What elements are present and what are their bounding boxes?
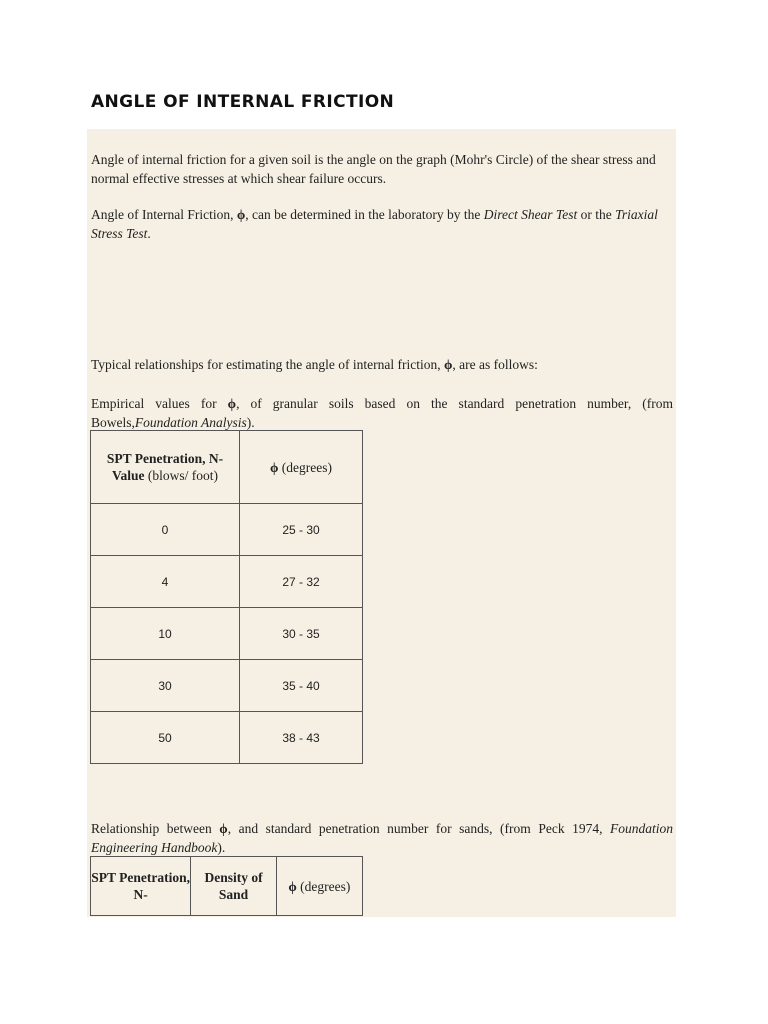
header-density-of-sand: [191, 857, 276, 916]
typical-text-a: Typical relationships for estimating the angle of internal friction,: [91, 357, 444, 372]
lab-tests-text-d: .: [147, 225, 151, 241]
table-row: [91, 504, 363, 556]
header-spt-penetration: [91, 857, 191, 916]
cell-n-value: 0: [91, 504, 240, 556]
table-row: [91, 608, 363, 660]
cell-phi-range: 25 - 30: [240, 504, 363, 556]
table-row: [91, 556, 363, 608]
header-spt-n-value: [91, 431, 240, 504]
phi-symbol: ϕ: [443, 357, 453, 372]
header-spt-bold: SPT Penetration, N-Value: [106, 451, 224, 483]
phi-symbol: ϕ: [236, 207, 246, 222]
lab-tests-text-a: Angle of Internal Friction,: [91, 207, 237, 222]
cell-n-value: 10: [91, 608, 240, 660]
table-row: [91, 712, 363, 764]
foundation-analysis-ref: Foundation Analysis: [134, 414, 247, 430]
header-phi-degrees: [276, 857, 362, 916]
lab-tests-text-c: or the: [577, 207, 616, 222]
foundation-engineering-handbook-ref: Foundation Engineering Handbook: [91, 821, 673, 855]
phi-symbol: ϕ: [219, 821, 228, 836]
cell-n-value: 30: [91, 660, 240, 712]
phi-symbol: ϕ: [288, 878, 297, 894]
cell-n-value: 50: [91, 712, 240, 764]
empirical-text-a: Empirical values for: [91, 396, 228, 411]
definition-paragraph: Angle of internal friction for a given soil is the angle on the graph (Mohr's Circle) of the shear stress and normal effective stresses at which shear failure occurs.: [91, 152, 656, 186]
table-header-row: [91, 857, 363, 916]
lab-tests-paragraph: [91, 206, 673, 243]
phi-symbol: ϕ: [269, 459, 279, 475]
empirical-text-b: , of granular soils based on the standard penetration number, (from Bowels,: [91, 396, 673, 430]
direct-shear-test-ref: Direct Shear Test: [483, 207, 578, 222]
lab-tests-text-b: , can be determined in the laboratory by the: [245, 207, 484, 222]
spt-density-table: [90, 856, 363, 916]
table-header-row: [91, 431, 363, 504]
header-phi-degrees: [240, 431, 363, 504]
spt-friction-angle-table: [90, 430, 363, 764]
page-title: ANGLE OF INTERNAL FRICTION: [91, 92, 395, 112]
phi-symbol: ϕ: [227, 396, 237, 411]
cell-phi-range: 30 - 35: [240, 608, 363, 660]
peck-text-b: , and standard penetration number for sands, (from Peck 1974,: [227, 821, 610, 836]
table-row: [91, 660, 363, 712]
header-spt-penetration-text: SPT Penetration, N-: [91, 870, 191, 902]
peck-relationship-paragraph: [91, 820, 673, 857]
typical-text-b: , are as follows:: [452, 357, 538, 372]
cell-phi-range: 35 - 40: [240, 660, 363, 712]
empirical-text-c: ).: [246, 414, 255, 430]
peck-text-a: Relationship between: [91, 821, 220, 836]
peck-text-c: ).: [217, 839, 226, 855]
header-phi-units: (degrees): [278, 459, 333, 475]
cell-phi-range: 27 - 32: [240, 556, 363, 608]
header-spt-units: (blows/ foot): [144, 468, 218, 483]
typical-relationships-paragraph: [91, 356, 673, 375]
cell-phi-range: 38 - 43: [240, 712, 363, 764]
header-density-text: Density of Sand: [204, 870, 263, 902]
header-phi-units: (degrees): [296, 878, 351, 894]
cell-n-value: 4: [91, 556, 240, 608]
triaxial-stress-test-ref: Triaxial Stress Test: [91, 207, 658, 241]
empirical-values-paragraph: [91, 395, 673, 432]
